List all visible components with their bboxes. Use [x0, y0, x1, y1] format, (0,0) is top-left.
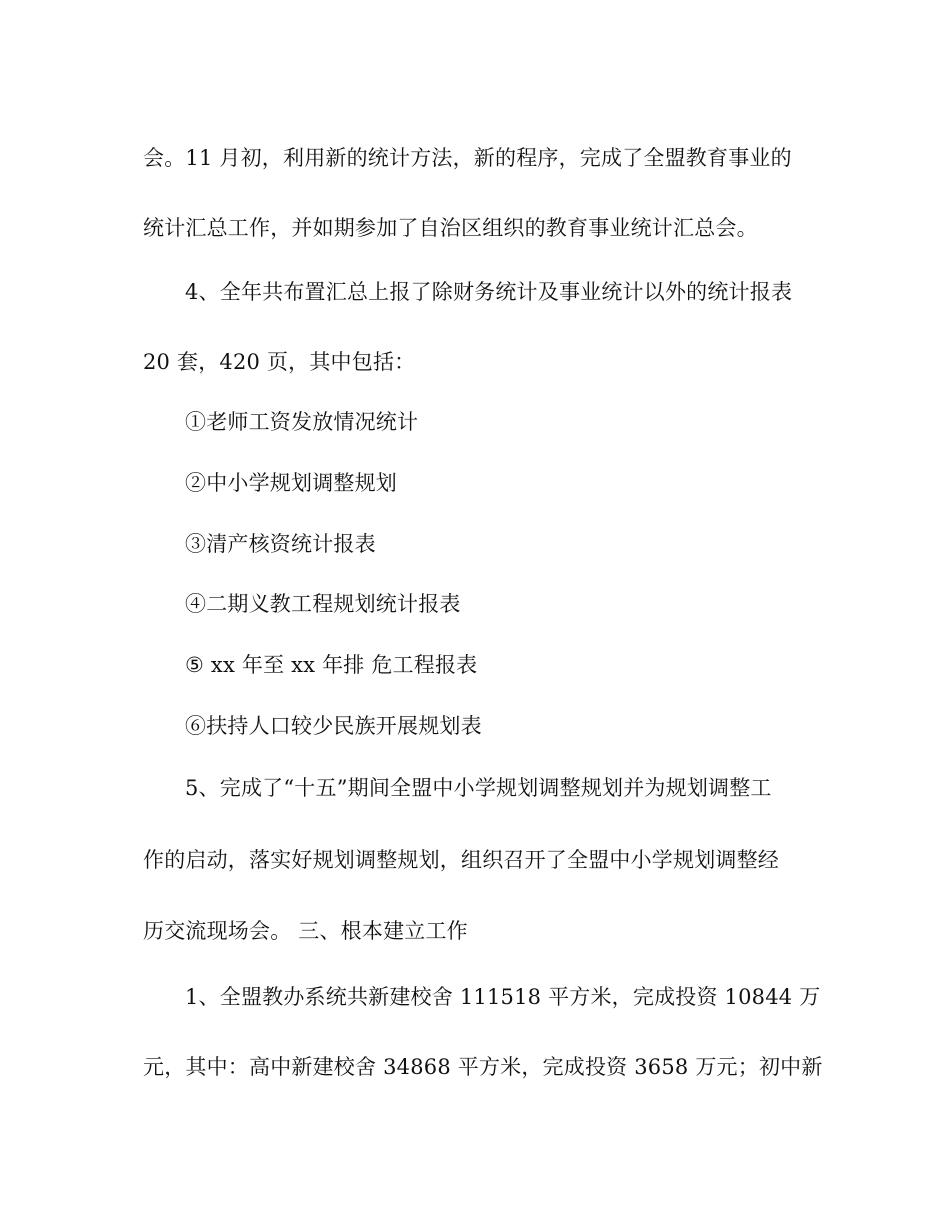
text-line-2: 统计汇总工作，并如期参加了自治区组织的教育事业统计汇总会。 — [143, 216, 758, 240]
list-item-4: ④二期义教工程规划统计报表 — [185, 592, 461, 616]
text-line-1: 会。11 月初，利用新的统计方法，新的程序，完成了全盟教育事业的 — [143, 146, 792, 170]
text-line-4: 20 套，420 页，其中包括： — [143, 350, 416, 374]
text-line-7: 历交流现场会。 三、根本建立工作 — [143, 919, 468, 943]
list-item-2: ②中小学规划调整规划 — [185, 471, 397, 495]
list-item-6: ⑥扶持人口较少民族开展规划表 — [185, 714, 482, 738]
text-line-6: 作的启动，落实好规划调整规划，组织召开了全盟中小学规划调整经 — [143, 848, 779, 872]
text-line-5: 5、完成了“十五”期间全盟中小学规划调整规划并为规划调整工 — [185, 776, 772, 800]
text-line-8: 1、全盟教办系统共新建校舍 111518 平方米，完成投资 10844 万 — [185, 985, 821, 1009]
list-item-3: ③清产核资统计报表 — [185, 532, 376, 556]
text-line-9: 元，其中：高中新建校舍 34868 平方米，完成投资 3658 万元；初中新 — [143, 1055, 823, 1079]
list-item-5: ⑤ xx 年至 xx 年排 危工程报表 — [185, 653, 478, 677]
list-item-1: ①老师工资发放情况统计 — [185, 410, 419, 434]
text-line-3: 4、全年共布置汇总上报了除财务统计及事业统计以外的统计报表 — [185, 280, 793, 304]
